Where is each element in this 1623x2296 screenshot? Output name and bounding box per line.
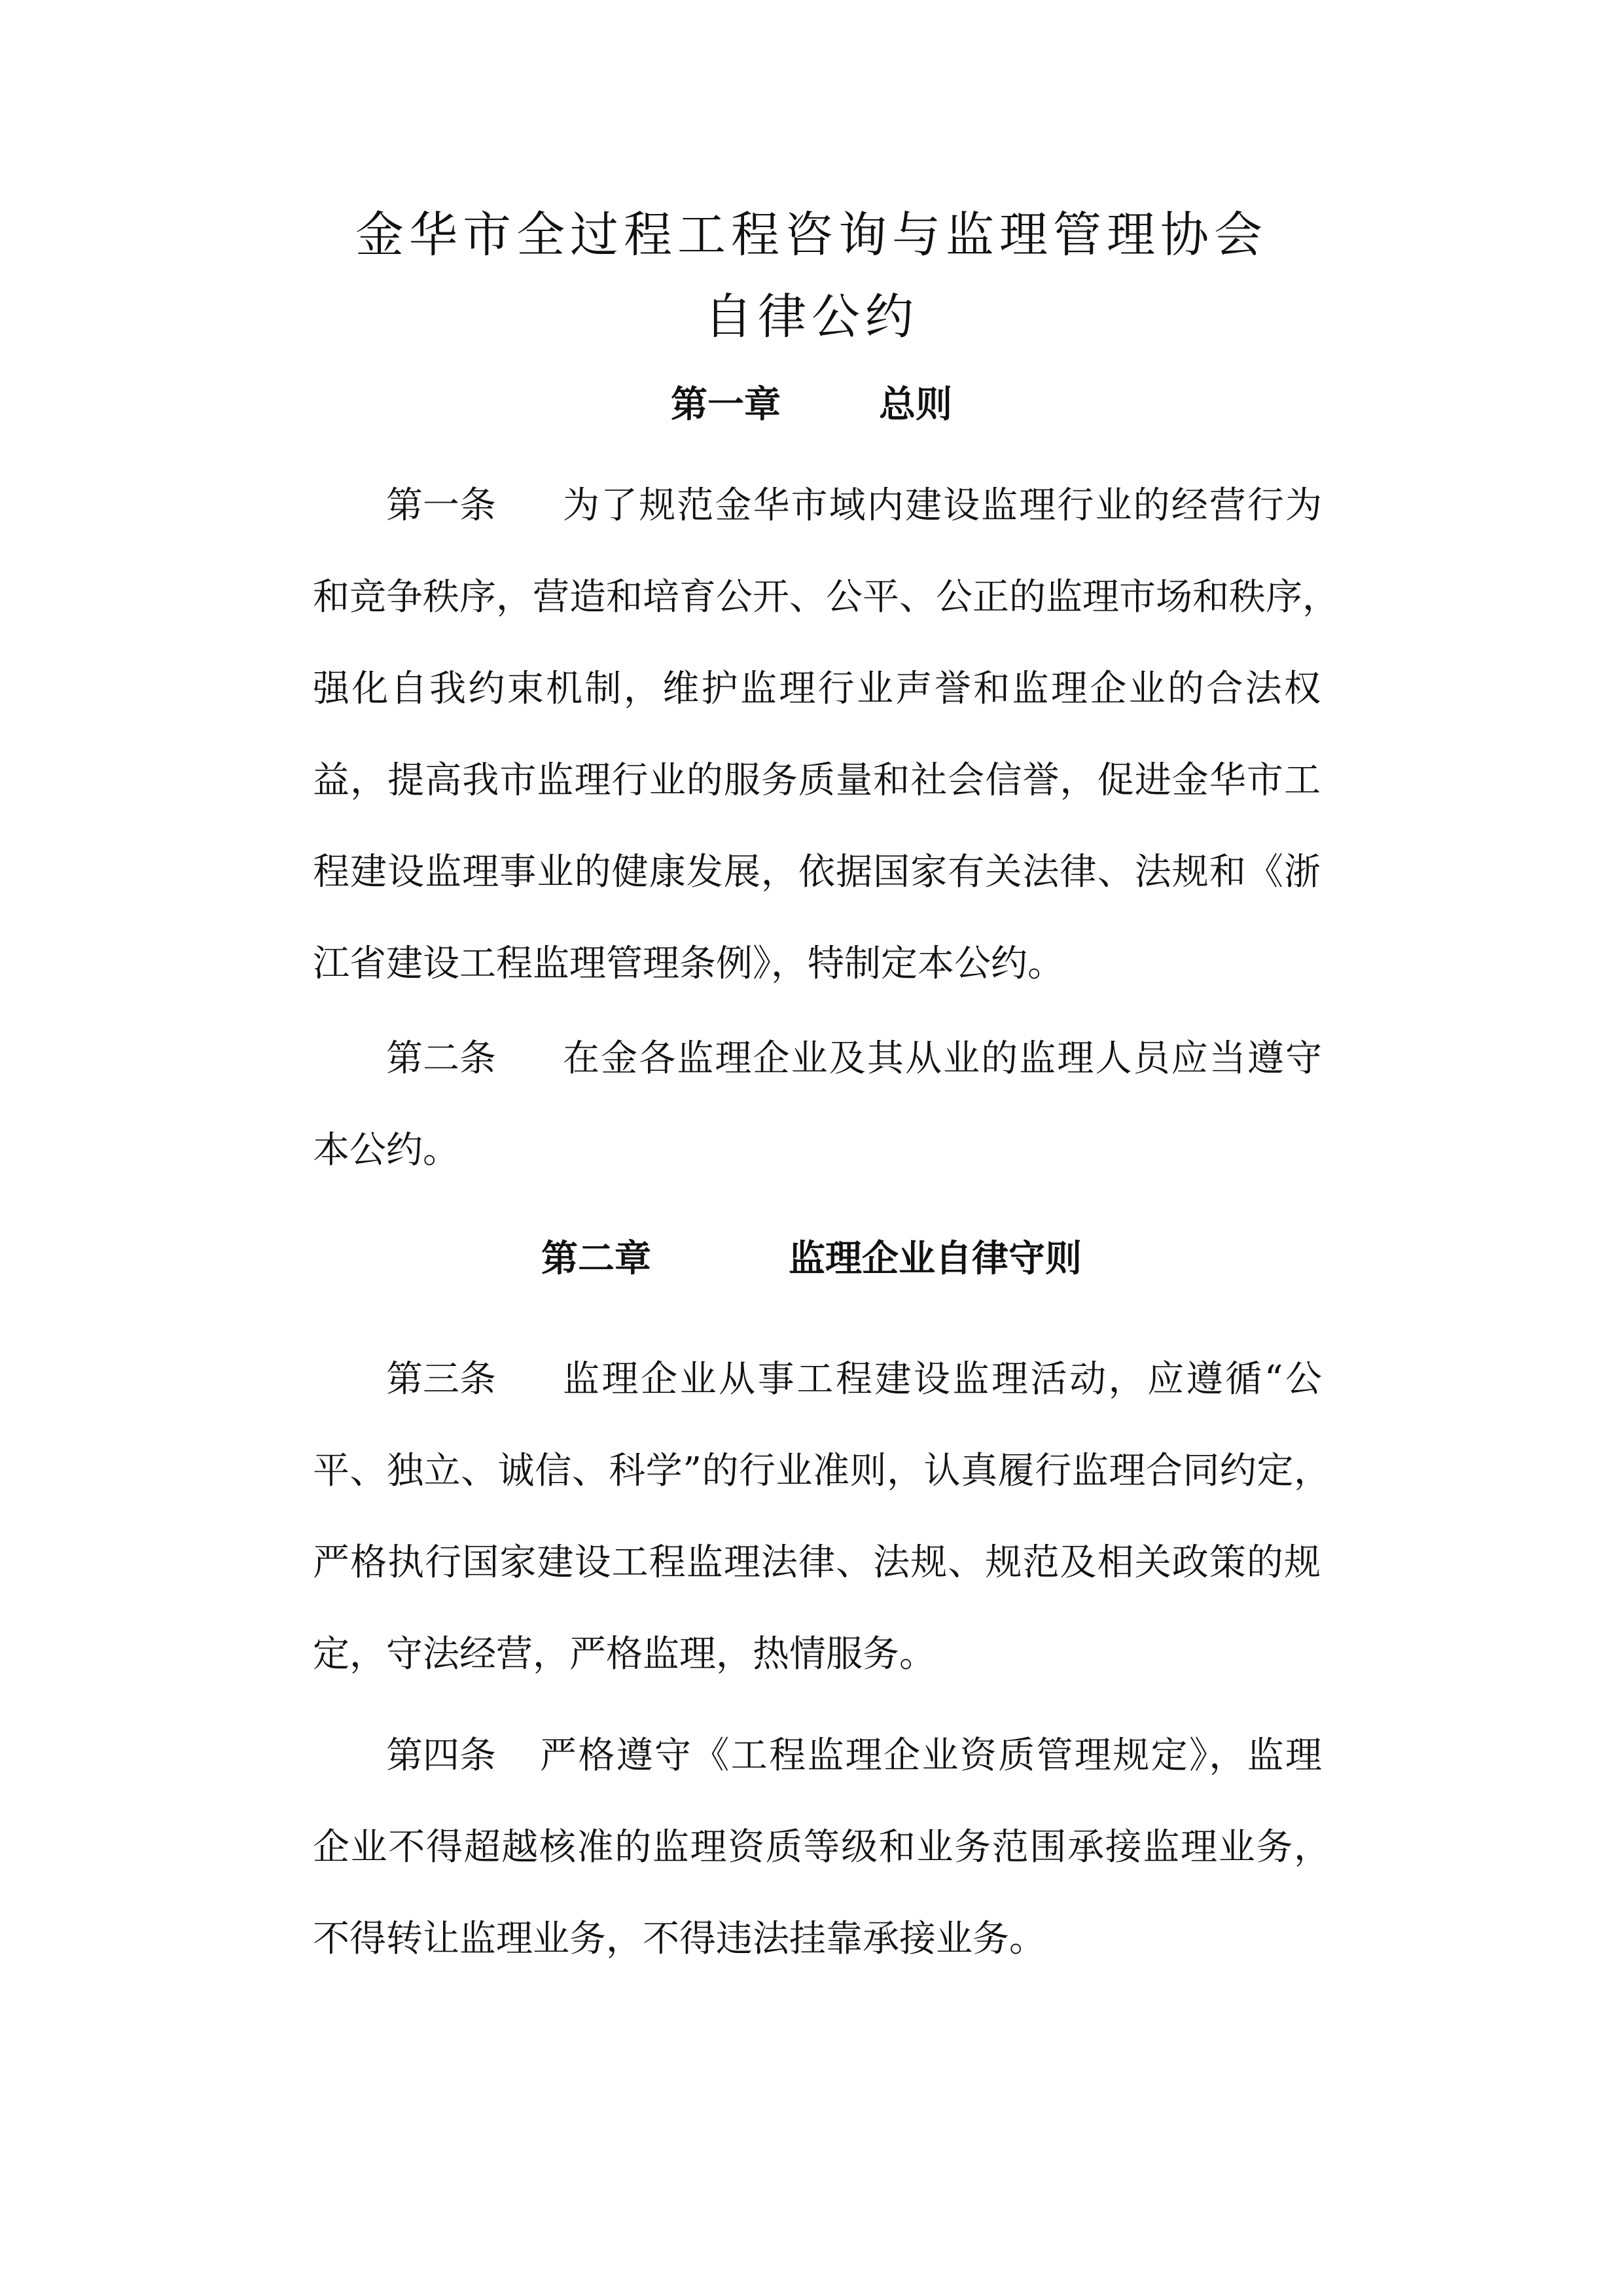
chapter-1-name: 总则	[879, 383, 952, 426]
article-3-label: 第三条	[386, 1358, 496, 1401]
article-1-line: 程建设监理事业的健康发展，依据国家有关法律、法规和《浙	[313, 851, 1321, 893]
chapter-2-heading	[0, 1237, 1623, 1280]
article-4-label: 第四条	[386, 1734, 496, 1777]
article-4-line: 严格遵守《工程监理企业资质管理规定》，监理	[540, 1734, 1322, 1777]
document-subtitle: 自律公约	[704, 289, 919, 345]
article-1-line: 和竞争秩序，营造和培育公开、公平、公正的监理市场和秩序，	[313, 576, 1339, 619]
chapter-2-name: 监理企业自律守则	[789, 1237, 1082, 1280]
article-2-line: 本公约。	[313, 1129, 459, 1172]
article-4-line: 企业不得超越核准的监理资质等级和业务范围承接监理业务，	[313, 1826, 1330, 1869]
article-3-line: 监理企业从事工程建设监理活动，应遵循“公	[563, 1358, 1322, 1401]
article-1-line: 强化自我约束机制，维护监理行业声誉和监理企业的合法权	[313, 668, 1321, 710]
article-1-line: 江省建设工程监理管理条例》，特制定本公约。	[313, 942, 1064, 985]
article-4-line: 不得转让监理业务，不得违法挂靠承接业务。	[313, 1918, 1046, 1960]
article-1-line: 为了规范金华市域内建设监理行业的经营行为	[563, 484, 1322, 527]
article-2-label: 第二条	[386, 1037, 496, 1080]
chapter-1-number: 第一章	[671, 383, 781, 426]
article-3-line: 平、独立、诚信、科学”的行业准则，认真履行监理合同约定，	[313, 1450, 1330, 1492]
chapter-2-number: 第二章	[541, 1237, 651, 1280]
article-1-line: 益，提高我市监理行业的服务质量和社会信誉，促进金华市工	[313, 759, 1321, 802]
article-3-line: 定，守法经营，严格监理，热情服务。	[313, 1633, 936, 1676]
article-3-line: 严格执行国家建设工程监理法律、法规、规范及相关政策的规	[313, 1541, 1321, 1584]
chapter-1-heading	[0, 383, 1623, 426]
article-2-line: 在金各监理企业及其从业的监理人员应当遵守	[563, 1037, 1322, 1080]
article-1-label: 第一条	[386, 484, 496, 527]
document-title: 金华市全过程工程咨询与监理管理协会	[355, 207, 1268, 263]
